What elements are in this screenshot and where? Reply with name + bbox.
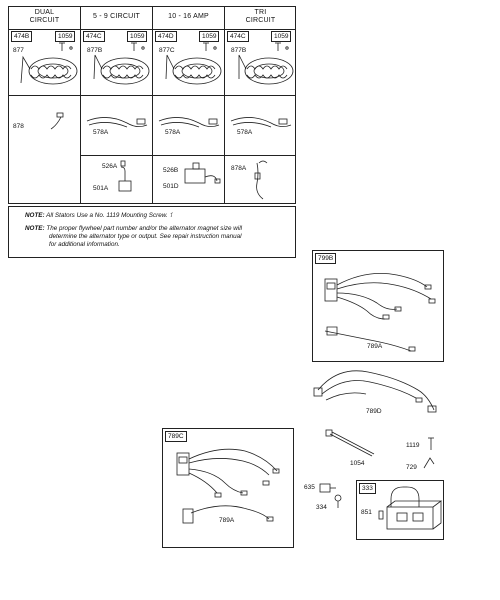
part-tag-1059[interactable]: 1059 — [127, 31, 147, 42]
stator-drawings — [9, 45, 297, 105]
harness-789D-drawing — [312, 360, 442, 420]
pin-icon — [332, 494, 348, 512]
screw-icon: ⸶ — [169, 212, 173, 219]
column-header-5-9-circuit — [81, 13, 152, 21]
part-label-878[interactable]: 878 — [13, 123, 24, 130]
part-label-789D[interactable]: 789D — [366, 408, 382, 415]
part-label-526B[interactable]: 526B — [163, 167, 179, 174]
part-label-1119[interactable]: 1119 — [406, 442, 420, 449]
stator-icon — [21, 57, 77, 84]
part-label-578A[interactable]: 578A — [165, 129, 181, 136]
part-tag-474D[interactable]: 474D — [155, 31, 177, 42]
regulator-icon — [119, 161, 131, 191]
part-label-877B[interactable]: 877B — [231, 47, 247, 54]
part-label-729[interactable]: 729 — [406, 464, 417, 471]
lead-wire-icon — [231, 117, 291, 127]
part-tag-333[interactable]: 333 — [359, 483, 376, 494]
part-label-578A[interactable]: 578A — [237, 129, 253, 136]
column-header-dual-circuit — [9, 9, 80, 25]
diode-harness-icon — [255, 161, 267, 199]
part-tag-474C[interactable]: 474C — [83, 31, 105, 42]
stator-icon — [166, 55, 221, 84]
part-label-526A[interactable]: 526A — [102, 163, 118, 170]
note-text: determine the alternator type or output. See repair instruction manual — [49, 233, 242, 240]
part-tag-474C[interactable]: 474C — [227, 31, 249, 42]
part-label-501A[interactable]: 501A — [93, 185, 109, 192]
header-line: 5 - 9 CIRCUIT — [93, 13, 140, 20]
note-label: NOTE: — [25, 225, 45, 232]
lead-wire-icon — [159, 117, 219, 127]
header-line: CIRCUIT — [245, 17, 276, 24]
note-text: All Stators Use a No. 1119 Mounting Screw. — [46, 212, 168, 219]
regulator-icon — [185, 163, 220, 183]
column-header-10-16-amp — [153, 13, 224, 21]
part-label-334[interactable]: 334 — [316, 504, 327, 511]
screw-icon — [422, 436, 442, 456]
part-label-789A[interactable]: 789A — [367, 343, 383, 350]
part-tag-474B[interactable]: 474B — [11, 31, 32, 42]
note-label: NOTE: — [25, 212, 45, 219]
header-line: DUAL — [34, 9, 55, 16]
clip-icon — [420, 454, 440, 474]
part-label-1054[interactable]: 1054 — [350, 460, 365, 467]
part-label-877[interactable]: 877 — [13, 47, 24, 54]
note-text: The proper flywheel part number and/or the alternator magnet size will — [46, 225, 242, 232]
header-line: CIRCUIT — [29, 17, 60, 24]
note-text: for additional information. — [49, 241, 120, 248]
part-tag-1059[interactable]: 1059 — [199, 31, 219, 42]
notes-box — [8, 206, 296, 258]
stator-icon — [239, 55, 293, 84]
part-tag-1059[interactable]: 1059 — [55, 31, 75, 42]
kit-789C-box — [162, 428, 294, 548]
table-divider — [9, 29, 295, 30]
part-label-635[interactable]: 635 — [304, 484, 315, 491]
header-line: 10 - 16 AMP — [168, 13, 209, 20]
part-label-877C[interactable]: 877C — [159, 47, 175, 54]
note-2 — [25, 225, 242, 233]
harness-drawings — [9, 99, 297, 159]
part-tag-789C[interactable]: 789C — [165, 431, 187, 442]
part-label-578A[interactable]: 578A — [93, 129, 109, 136]
part-label-877B[interactable]: 877B — [87, 47, 103, 54]
alternator-parts-table — [8, 6, 296, 204]
wiring-harness-drawing — [163, 429, 295, 549]
wiring-harness-drawing — [313, 251, 445, 363]
part-tag-1059[interactable]: 1059 — [271, 31, 291, 42]
lead-wire-icon — [51, 113, 63, 129]
note-1 — [25, 212, 172, 220]
part-label-789A[interactable]: 789A — [219, 517, 235, 524]
part-tag-799B[interactable]: 799B — [315, 253, 336, 264]
regulator-drawings — [9, 155, 297, 205]
kit-799B-box — [312, 250, 444, 362]
stator-icon — [94, 55, 149, 84]
part-label-851[interactable]: 851 — [361, 509, 372, 516]
part-label-878A[interactable]: 878A — [231, 165, 247, 172]
kit-333-box — [356, 480, 444, 540]
cable-tie-icon — [320, 428, 400, 468]
ignition-module-drawing — [357, 481, 445, 541]
header-line: TRI — [254, 9, 267, 16]
column-header-tri-circuit — [225, 9, 296, 25]
lead-wire-icon — [87, 117, 147, 127]
part-label-501D[interactable]: 501D — [163, 183, 179, 190]
